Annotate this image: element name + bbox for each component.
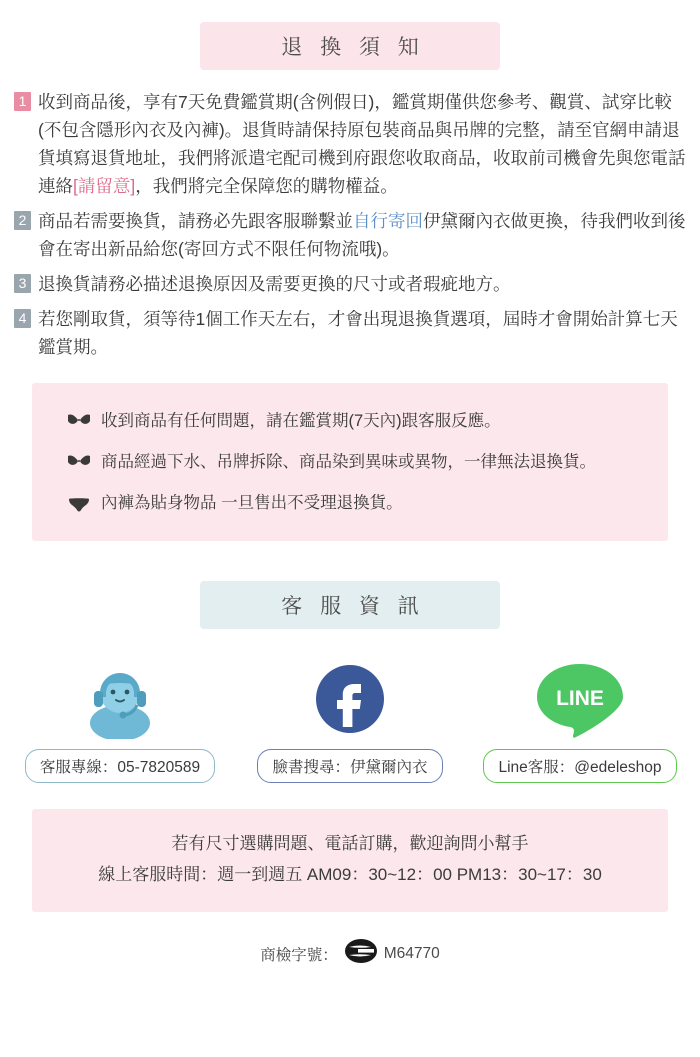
term-text-highlight: 自行寄回 xyxy=(353,211,423,231)
service-section-title: 客 服 資 訊 xyxy=(200,581,500,629)
service-hours-line: 若有尺寸選購問題、電話訂購，歡迎詢問小幫手 xyxy=(171,834,529,854)
notice-box xyxy=(32,383,668,541)
notice-text: 收到商品有任何問題，請在鑑賞期(7天內)跟客服反應。 xyxy=(101,412,501,430)
terms-list xyxy=(14,88,686,361)
service-title-wrapper xyxy=(0,541,700,629)
certification-label: 商檢字號： xyxy=(260,946,338,964)
notice-item xyxy=(66,450,650,475)
service-hours-line: 線上客服時間：週一到週五 AM09：30~12：00 PM13：30~17：30 xyxy=(98,864,602,884)
notice-text: 內褲為貼身物品 一旦售出不受理退換貨。 xyxy=(101,493,403,512)
term-text-part: ，我們將完全保障您的購物權益。 xyxy=(135,176,398,196)
term-item xyxy=(14,270,686,298)
headset-operator-icon xyxy=(14,659,226,739)
service-phone-label[interactable]: 客服專線：05-7820589 xyxy=(25,749,215,783)
certification-number: M64770 xyxy=(383,944,440,962)
term-number: 2 xyxy=(14,211,31,230)
service-channel-line[interactable] xyxy=(474,659,686,783)
term-item xyxy=(14,207,686,263)
term-number: 1 xyxy=(14,92,31,111)
term-text-part: 收到商品後，享有7天免費鑑賞期(含例假日)，鑑賞期僅供您參考、觀賞、試穿比較(不包含隱形內衣及內褲)。退貨時請保持原包裝商品與吊牌的完整，請至官網申請退貨填寫退貨地址，我們將派遣宅配司機到府跟您收取商品，收取前司機會先與您電話連絡 xyxy=(38,92,686,196)
bra-icon xyxy=(66,452,92,472)
bra-icon xyxy=(66,411,92,431)
return-title-wrapper xyxy=(0,0,700,70)
facebook-icon xyxy=(244,659,456,739)
term-item xyxy=(14,305,686,361)
term-text-part: 商品若需要換貨，請務必先跟客服聯繫並 xyxy=(38,211,353,231)
term-text xyxy=(38,88,686,200)
term-item xyxy=(14,88,686,200)
certification-footer xyxy=(0,938,700,969)
term-text xyxy=(38,207,686,263)
term-text: 若您剛取貨，須等待1個工作天左右，才會出現退換貨選項，屆時才會開始計算七天鑑賞期。 xyxy=(38,309,678,357)
service-facebook-label[interactable]: 臉書搜尋：伊黛爾內衣 xyxy=(257,749,442,783)
service-hours-box xyxy=(32,809,668,912)
line-icon xyxy=(474,659,686,739)
return-section-title: 退 換 須 知 xyxy=(200,22,500,70)
service-channel-phone[interactable] xyxy=(14,659,226,783)
service-channels xyxy=(14,659,686,783)
term-text-highlight: [請留意] xyxy=(73,176,136,196)
panty-icon xyxy=(66,493,92,513)
notice-text: 商品經過下水、吊牌拆除、商品染到異味或異物，一律無法退換貨。 xyxy=(101,452,596,471)
service-line-label[interactable]: Line客服：@edeleshop xyxy=(483,749,676,783)
term-text: 退換貨請務必描述退換原因及需要更換的尺寸或者瑕疵地方。 xyxy=(38,274,511,294)
bsmi-mark-icon xyxy=(344,938,378,969)
service-channel-facebook[interactable] xyxy=(244,659,456,783)
notice-item xyxy=(66,409,650,434)
term-text-part: 伊黛爾內衣做更換，待我們收到後會在寄出新品給您(寄回方式不限任何物流哦)。 xyxy=(38,211,686,259)
term-number: 4 xyxy=(14,309,31,328)
term-number: 3 xyxy=(14,274,31,293)
notice-item xyxy=(66,491,650,516)
line-icon-text: LINE xyxy=(556,687,604,711)
